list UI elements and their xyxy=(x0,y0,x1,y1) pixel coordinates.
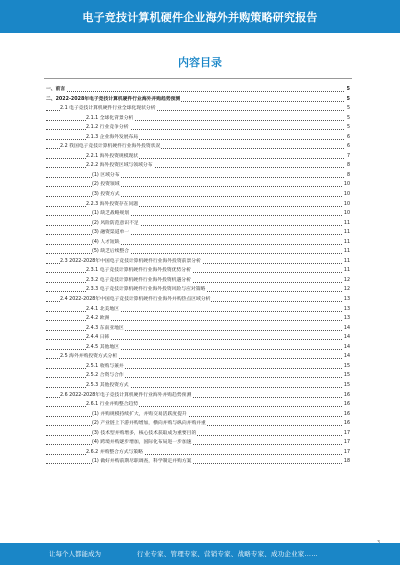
toc-heading: 内容目录 xyxy=(178,56,222,69)
toc-entry-page: 10 xyxy=(343,200,350,210)
toc-entry-label: 一、前言 xyxy=(46,85,66,95)
toc-divider xyxy=(44,78,352,79)
report-header xyxy=(0,0,400,33)
toc-entry[interactable] xyxy=(46,400,350,410)
toc-entry[interactable] xyxy=(46,391,350,401)
toc-entry-page: 12 xyxy=(343,285,350,295)
toc-entry-page: 5 xyxy=(346,114,350,124)
toc-entry-label: 2.1 电子竞技计算机硬件行业全球化现状分析 xyxy=(60,104,157,114)
toc-entry[interactable] xyxy=(46,85,350,95)
toc-entry-page: 11 xyxy=(343,238,350,248)
toc-entry-page: 11 xyxy=(343,247,350,257)
report-title: 电子竞技计算机硬件企业海外并购策略研究报告 xyxy=(82,11,318,24)
toc-entry-label: 2.5.3 其他投资方式 xyxy=(86,381,130,391)
toc-leader-dots xyxy=(46,463,344,464)
toc-entry[interactable] xyxy=(46,257,350,267)
table-of-contents xyxy=(46,85,350,467)
toc-entry[interactable] xyxy=(46,180,350,190)
toc-entry[interactable] xyxy=(46,371,350,381)
toc-entry-label: (1) 做好并购前期尽职调查，科学制定并购方案 xyxy=(92,457,192,467)
toc-entry-page: 15 xyxy=(343,371,350,381)
toc-entry-page: 5 xyxy=(346,95,350,105)
toc-entry[interactable] xyxy=(46,95,350,105)
toc-leader-dots xyxy=(46,253,344,254)
toc-entry-page: 11 xyxy=(343,257,350,267)
toc-entry-label: 2.5.2 合资与合作 xyxy=(86,371,125,381)
toc-entry-label: 2.2.1 海外投资规模现状 xyxy=(86,152,139,162)
toc-entry[interactable] xyxy=(46,429,350,439)
toc-entry[interactable] xyxy=(46,190,350,200)
toc-entry[interactable] xyxy=(46,295,350,305)
toc-leader-dots xyxy=(46,225,344,226)
toc-entry[interactable] xyxy=(46,438,350,448)
toc-entry[interactable] xyxy=(46,152,350,162)
toc-entry-page: 13 xyxy=(343,295,350,305)
toc-entry-label: (4) 人才短缺 xyxy=(92,238,121,248)
toc-entry[interactable] xyxy=(46,161,350,171)
toc-entry-label: (2) 投资领域 xyxy=(92,180,121,190)
toc-entry-page: 16 xyxy=(343,391,350,401)
toc-entry-label: 2.4.5 其他地区 xyxy=(86,343,120,353)
toc-entry-label: 2.6.1 行业并购整合趋势 xyxy=(86,400,139,410)
toc-entry-label: 2.4.2 欧洲 xyxy=(86,314,110,324)
toc-entry-label: 2.1.1 全球化背景分析 xyxy=(86,114,134,124)
toc-entry[interactable] xyxy=(46,314,350,324)
toc-entry-label: 2.2 我国电子竞技计算机硬件行业海外投资状况 xyxy=(60,142,161,152)
toc-entry[interactable] xyxy=(46,266,350,276)
toc-leader-dots xyxy=(46,215,344,216)
toc-entry-label: 2.5 海外并购投资方式分析 xyxy=(60,352,118,362)
toc-entry[interactable] xyxy=(46,123,350,133)
toc-entry[interactable] xyxy=(46,343,350,353)
toc-entry-page: 5 xyxy=(346,85,350,95)
toc-entry[interactable] xyxy=(46,104,350,114)
toc-entry-page: 14 xyxy=(343,324,350,334)
toc-entry-page: 13 xyxy=(343,305,350,315)
toc-entry-page: 10 xyxy=(343,190,350,200)
toc-entry[interactable] xyxy=(46,142,350,152)
toc-entry-label: 2.2.3 海外投资存在问题 xyxy=(86,200,139,210)
toc-entry-page: 8 xyxy=(346,171,350,181)
toc-leader-dots xyxy=(46,186,344,187)
report-footer xyxy=(0,543,400,565)
toc-entry-page: 12 xyxy=(343,276,350,286)
toc-entry[interactable] xyxy=(46,410,350,420)
toc-entry-page: 17 xyxy=(343,429,350,439)
toc-entry-page: 6 xyxy=(346,133,350,143)
toc-entry-page: 15 xyxy=(343,381,350,391)
toc-entry[interactable] xyxy=(46,352,350,362)
toc-leader-dots xyxy=(46,416,344,417)
toc-entry[interactable] xyxy=(46,381,350,391)
toc-entry[interactable] xyxy=(46,247,350,257)
toc-entry[interactable] xyxy=(46,276,350,286)
toc-entry-label: 2.3.3 电子竞技计算机硬件行业海外投资风险与应对策略 xyxy=(86,285,206,295)
footer-tagline: 行业专家、管理专家、营销专家、战略专家、成功企业家…… xyxy=(137,550,318,558)
toc-entry-label: 2.5.1 收购与兼并 xyxy=(86,362,125,372)
toc-entry-label: 2.3 2022-2028年中国电子竞技计算机硬件行业海外投资前景分析 xyxy=(60,257,202,267)
toc-entry[interactable] xyxy=(46,209,350,219)
toc-entry-label: (1) 缺乏战略规划 xyxy=(92,209,130,219)
toc-entry-label: 二、2022-2028年电子竞技计算机硬件行业海外并购趋势预测 xyxy=(46,95,181,105)
toc-entry[interactable] xyxy=(46,305,350,315)
toc-entry-page: 6 xyxy=(346,142,350,152)
toc-entry-label: (1) 区域分布 xyxy=(92,171,121,181)
toc-entry-label: 2.4.3 东南亚地区 xyxy=(86,324,125,334)
toc-leader-dots xyxy=(46,196,344,197)
toc-entry[interactable] xyxy=(46,133,350,143)
toc-entry[interactable] xyxy=(46,362,350,372)
toc-entry-page: 14 xyxy=(343,333,350,343)
toc-entry[interactable] xyxy=(46,457,350,467)
toc-entry-label: 2.6 2022-2028年电子竞技计算机硬件行业海外并购趋势预测 xyxy=(60,391,192,401)
toc-leader-dots xyxy=(46,244,344,245)
toc-entry[interactable] xyxy=(46,238,350,248)
toc-entry[interactable] xyxy=(46,200,350,210)
toc-entry-page: 16 xyxy=(343,410,350,420)
toc-entry-page: 13 xyxy=(343,314,350,324)
toc-entry-page: 17 xyxy=(343,448,350,458)
toc-entry-label: 2.3.1 电子竞技计算机硬件行业海外投资优势分析 xyxy=(86,266,192,276)
toc-entry-label: (3) 投资方式 xyxy=(92,190,121,200)
toc-entry[interactable] xyxy=(46,448,350,458)
toc-entry[interactable] xyxy=(46,285,350,295)
toc-entry-label: 2.6.2 并购整合方式与策略 xyxy=(86,448,144,458)
toc-entry-page: 5 xyxy=(346,123,350,133)
toc-entry[interactable] xyxy=(46,333,350,343)
toc-entry-label: 2.2.2 海外投资区域与领域分布 xyxy=(86,161,154,171)
toc-leader-dots xyxy=(46,91,344,92)
toc-entry[interactable] xyxy=(46,228,350,238)
toc-entry-page: 11 xyxy=(343,228,350,238)
toc-entry-page: 7 xyxy=(346,152,350,162)
toc-entry-page: 16 xyxy=(343,419,350,429)
toc-entry[interactable] xyxy=(46,171,350,181)
toc-entry[interactable] xyxy=(46,114,350,124)
footer-slogan: 让每个人都能成为 xyxy=(49,550,101,558)
toc-entry-page: 10 xyxy=(343,180,350,190)
toc-entry-label: (2) 产业链上下游并购增加，横向并购与纵向并购并重 xyxy=(92,419,207,429)
toc-entry-label: (4) 跨境并购逐步增加，国际化布局进一步加速 xyxy=(92,438,192,448)
toc-entry-page: 18 xyxy=(343,457,350,467)
toc-entry-label: (1) 并购规模持续扩大，并购交易活跃度提升 xyxy=(92,410,188,420)
toc-entry-label: 2.4 2022-2028年中国电子竞技计算机硬件行业海外并购热点区域分析 xyxy=(60,295,211,305)
toc-entry-page: 17 xyxy=(343,438,350,448)
toc-entry-page: 15 xyxy=(343,362,350,372)
toc-leader-dots xyxy=(46,177,344,178)
toc-entry-label: (3) 融资渠道单一 xyxy=(92,228,130,238)
toc-entry-page: 11 xyxy=(343,266,350,276)
toc-entry[interactable] xyxy=(46,419,350,429)
toc-entry-label: (5) 缺乏后续整合 xyxy=(92,247,130,257)
toc-entry-label: 2.1.3 企业海外发展布局 xyxy=(86,133,139,143)
toc-entry-label: 2.4.4 日韩 xyxy=(86,333,110,343)
toc-entry-page: 14 xyxy=(343,352,350,362)
toc-entry-page: 16 xyxy=(343,400,350,410)
toc-entry-page: 11 xyxy=(343,219,350,229)
toc-entry-label: (3) 技术型并购增多，核心技术获取成为重要目的 xyxy=(92,429,197,439)
toc-entry-page: 14 xyxy=(343,343,350,353)
toc-entry[interactable] xyxy=(46,219,350,229)
toc-leader-dots xyxy=(46,234,344,235)
toc-entry-label: 2.4.1 北美地区 xyxy=(86,305,120,315)
toc-entry-page: 5 xyxy=(346,104,350,114)
toc-entry-label: 2.1.2 行业竞争分析 xyxy=(86,123,130,133)
toc-entry-page: 10 xyxy=(343,209,350,219)
toc-leader-dots xyxy=(46,444,344,445)
toc-entry-page: 8 xyxy=(346,161,350,171)
toc-entry-label: (2) 风险防范意识不足 xyxy=(92,219,140,229)
toc-entry[interactable] xyxy=(46,324,350,334)
toc-entry-label: 2.3.2 电子竞技计算机硬件行业海外投资机遇分析 xyxy=(86,276,192,286)
